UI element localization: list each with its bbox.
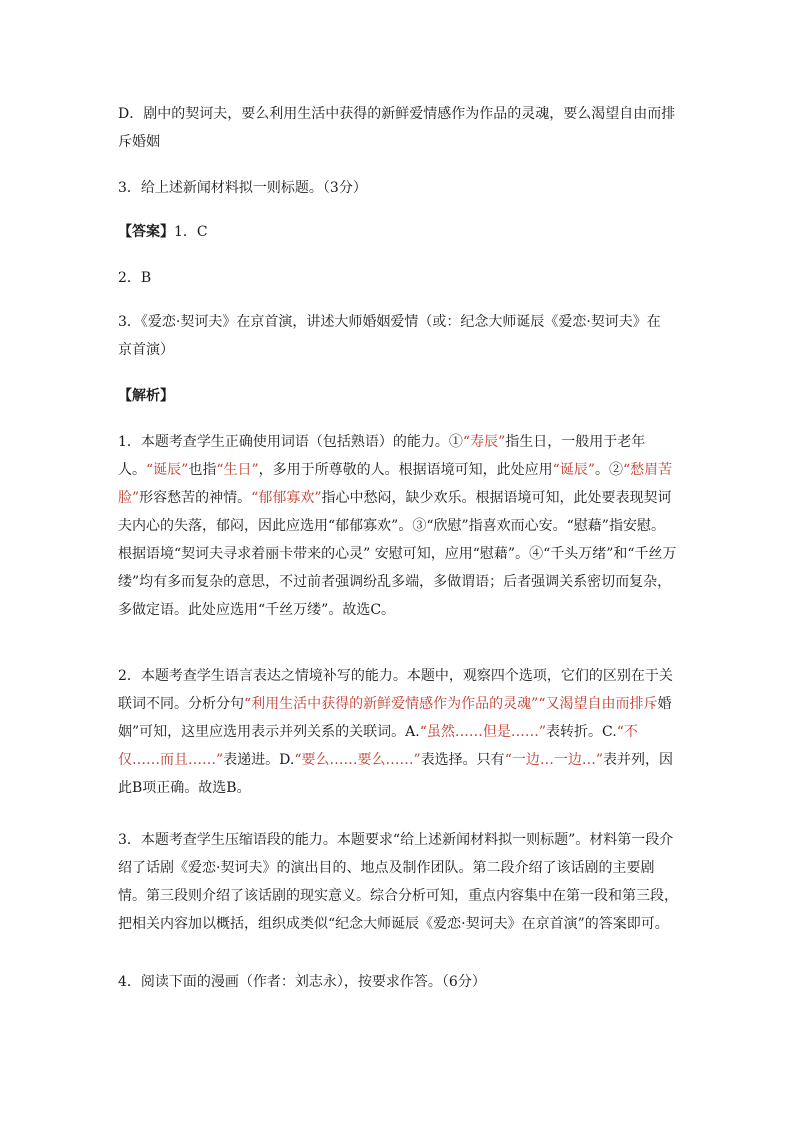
- answer-2: 2．B: [118, 270, 152, 286]
- answer-1-text: 1．C: [174, 224, 208, 240]
- highlight-run: “虽然……但是……”: [419, 724, 547, 740]
- text-run: 表选择。只有: [420, 752, 505, 768]
- option-d-line1: D．剧中的契诃夫，要么利用生活中获得的新鲜爱情感作为作品的灵魂，要么渴望自由而排: [118, 106, 676, 122]
- highlight-run: “要么……要么……”: [294, 752, 421, 768]
- text-run: 也指: [188, 462, 217, 478]
- text-run: 指生日，一般用于老年人。: [118, 434, 646, 478]
- highlight-run: “诞辰”: [552, 462, 595, 478]
- highlight-run: “诞辰”: [146, 462, 189, 478]
- question-3: 3．给上述新闻材料拟一则标题。（3分）: [118, 180, 367, 196]
- text-run: 表并列，因此B项正确。故选B。: [118, 752, 674, 796]
- highlight-run: “寿辰”: [462, 434, 506, 450]
- explanation-2: [118, 662, 678, 802]
- answer-label: 【答案】: [118, 224, 174, 240]
- text-run: 表转折。C.: [546, 724, 617, 740]
- answer-3-line1: 3．《爱恋·契诃夫》在京首演，讲述大师婚姻爱情（或：纪念大师诞辰《爱恋·契诃夫》在: [118, 314, 661, 330]
- text-run: 婚姻”可知，这里应选用表示并列关系的关联词。A.: [118, 696, 672, 740]
- text-run: 形容愁苦的神情。: [139, 490, 252, 506]
- text-run: 表递进。D.: [223, 752, 295, 768]
- answer-3-line2: 京首演）: [118, 342, 174, 358]
- explanation-1: [118, 428, 678, 624]
- answer-1: [118, 218, 678, 246]
- analysis-label: 【解析】: [118, 388, 174, 404]
- text-run: 。②: [594, 462, 623, 478]
- answer-3: [118, 308, 678, 364]
- highlight-run: “利用生活中获得的新鲜爱情感作为作品的灵魂”“又渴望自由而排斥: [244, 696, 658, 712]
- highlight-run: “愁眉苦脸”: [118, 462, 673, 506]
- option-d: [118, 100, 678, 156]
- explanation-3: 3．本题考查学生压缩语段的能力。本题要求“给上述新闻材料拟一则标题”。材料第一段介绍了话剧《爱恋·契诃夫》的演出目的、地点及制作团队。第二段介绍了该话剧的主要剧情。第三段则介绍了该话剧的现实意义。综合分析可知，重点内容集中在第一段和第三段，把相关内容加以概括，组织成类似“纪念大师诞辰《爱恋·契诃夫》在京首演”的答案即可。: [118, 832, 678, 932]
- highlight-run: “郁郁寡欢”: [251, 490, 322, 506]
- option-d-line2: 斥婚姻: [118, 134, 160, 150]
- highlight-run: “生日”: [216, 462, 259, 478]
- text-run: 2．本题考查学生语言表达之情境补写的能力。本题中，观察四个选项，它们的区别在于关联词不同。分析分句: [118, 668, 673, 712]
- question-4: 4．阅读下面的漫画（作者：刘志永），按要求作答。（6分）: [118, 974, 486, 990]
- highlight-run: “不仅……而且……”: [118, 724, 638, 768]
- text-run: 1．本题考查学生正确使用词语（包括熟语）的能力。①: [118, 434, 463, 450]
- text-run: 指心中愁闷，缺少欢乐。根据语境可知，此处要表现契诃夫内心的失落，郁闷，因此应选用“郁郁寡欢”。③“欣慰”指喜欢而心安。“慰藉”指安慰。根据语境“契诃夫寻求着丽卡带来的心灵” 安慰可知，应用“慰藉”。④“千头万绪”和“千丝万缕”均有多而复杂的意思，不过前者强调纷乱多端，多做谓语；后者强调关系密切而复杂，多做定语。此处应选用“千丝万缕”。故选C。: [118, 490, 677, 618]
- text-run: ，多用于所尊敬的人。根据语境可知，此处应用: [258, 462, 553, 478]
- highlight-run: “一边…一边…”: [504, 752, 604, 768]
